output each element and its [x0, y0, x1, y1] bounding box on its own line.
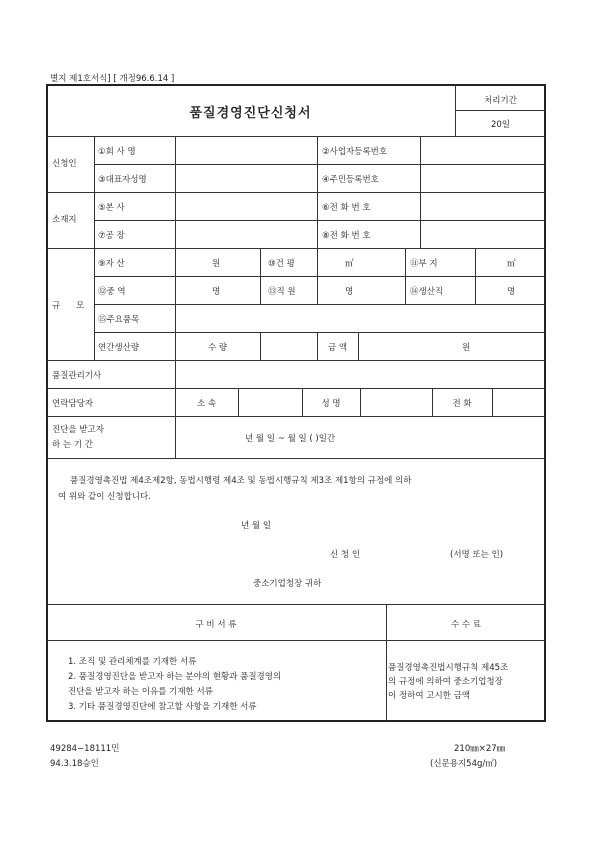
building-area-label: ⑩건 평: [268, 259, 295, 269]
scale-section-label-1: 규: [52, 301, 61, 311]
head-office-label: ⑤본 사: [98, 203, 125, 213]
fee-header: 수 수 료: [450, 620, 482, 630]
main-products-field[interactable]: [178, 307, 543, 329]
location-section-label: 소재지: [52, 215, 77, 225]
amount-label: 금 액: [327, 343, 348, 353]
fee-line: 이 정하여 고시한 금액: [388, 691, 471, 701]
resident-no-field[interactable]: [423, 171, 543, 189]
rep-name-label: ③대표자성명: [98, 175, 147, 185]
period-label-top: 진단을 받고자: [52, 425, 104, 435]
addressee: 중소기업청장 귀하: [253, 579, 322, 589]
statement-line-2: 여 위와 같이 신청합니다.: [58, 492, 151, 502]
form-number: 별지 제1호서식] [ 개정96.6.14 ]: [50, 74, 175, 84]
footer-paper-type: (신문용지54g/㎡): [430, 759, 498, 769]
contact-name-label: 성 명: [321, 399, 341, 409]
applicant-section-label: 신청인: [52, 159, 77, 169]
biz-reg-no-field[interactable]: [423, 143, 543, 161]
factory-field[interactable]: [178, 227, 314, 245]
capital-unit: 원: [212, 259, 221, 269]
phone1-label: ⑥전 화 번 호: [322, 203, 371, 213]
processing-period-value: 20일: [490, 120, 511, 130]
production-staff-unit: 명: [507, 287, 516, 297]
amount-unit: 원: [462, 343, 471, 353]
statement-date: 년 월 일: [241, 521, 272, 531]
period-value: 년 월 일 ~ 월 일 ( )일간: [245, 434, 336, 444]
staff-label: ⑬직 원: [268, 287, 296, 297]
document-item: 1. 조직 및 관리체계를 기재한 서류: [68, 657, 197, 667]
footer-approval-date: 94.3.18승인: [50, 759, 99, 769]
form-title: 품질경영진단신청서: [189, 106, 312, 121]
statement-line-1: 품질경영촉진법 제4조제2항, 동법시행령 제4조 및 동법시행규칙 제3조 제1항의 규정에 의하: [70, 476, 412, 486]
annual-production-label: 연간생산량: [98, 343, 140, 353]
scale-section-label-2: 모: [76, 301, 85, 311]
biz-reg-no-label: ②사업자등록번호: [322, 147, 388, 157]
footer-approval-code: 49284−18111민: [50, 744, 120, 754]
main-products-label: ⑮주요품목: [98, 315, 140, 325]
building-area-unit: ㎡: [345, 259, 354, 269]
quality-manager-field[interactable]: [178, 363, 543, 385]
executives-unit: 명: [212, 287, 221, 297]
capital-label: ⑨자 산: [98, 259, 125, 269]
document-item: 진단을 받고자 하는 이유를 기재한 서류: [68, 687, 213, 697]
applicant-sign-label: 신 청 인: [330, 550, 361, 560]
contact-dept-label: 소 속: [196, 399, 217, 409]
signature-label: (서명 또는 인): [450, 550, 504, 560]
period-label-bottom: 하 는 기 간: [52, 440, 93, 450]
contact-label: 연락담당자: [52, 399, 94, 409]
document-item: 3. 기타 품질경영진단에 참고할 사항을 기재한 서류: [68, 702, 257, 712]
staff-unit: 명: [345, 287, 354, 297]
company-name-label: ①회 사 명: [98, 147, 136, 157]
phone1-field[interactable]: [423, 199, 543, 217]
factory-label: ⑦공 장: [98, 231, 125, 241]
site-area-unit: ㎡: [507, 259, 516, 269]
head-office-field[interactable]: [178, 199, 314, 217]
contact-phone-label: 전 화: [452, 399, 472, 409]
quantity-label: 수 량: [207, 343, 228, 353]
footer-paper-size: 210㎜×27㎜: [454, 744, 506, 754]
document-item: 2. 품질경영진단을 받고자 하는 분야의 현황과 품질경영의: [68, 672, 282, 682]
processing-period-label: 처리기간: [484, 96, 517, 106]
fee-line: 의 규정에 의하여 중소기업청장: [388, 677, 503, 687]
executives-label: ⑫중 역: [98, 287, 126, 297]
quality-manager-label: 품질관리기사: [52, 371, 102, 381]
fee-line: 품질경영촉진법시행규칙 제45조: [388, 663, 509, 673]
resident-no-label: ④주민등록번호: [322, 175, 379, 185]
production-staff-label: ⑭생산직: [410, 287, 444, 297]
site-area-label: ⑪부 지: [410, 259, 438, 269]
phone2-label: ⑧전 화 번 호: [322, 231, 371, 241]
company-name-field[interactable]: [178, 143, 314, 161]
rep-name-field[interactable]: [178, 171, 314, 189]
documents-header: 구 비 서 류: [195, 620, 237, 630]
phone2-field[interactable]: [423, 227, 543, 245]
